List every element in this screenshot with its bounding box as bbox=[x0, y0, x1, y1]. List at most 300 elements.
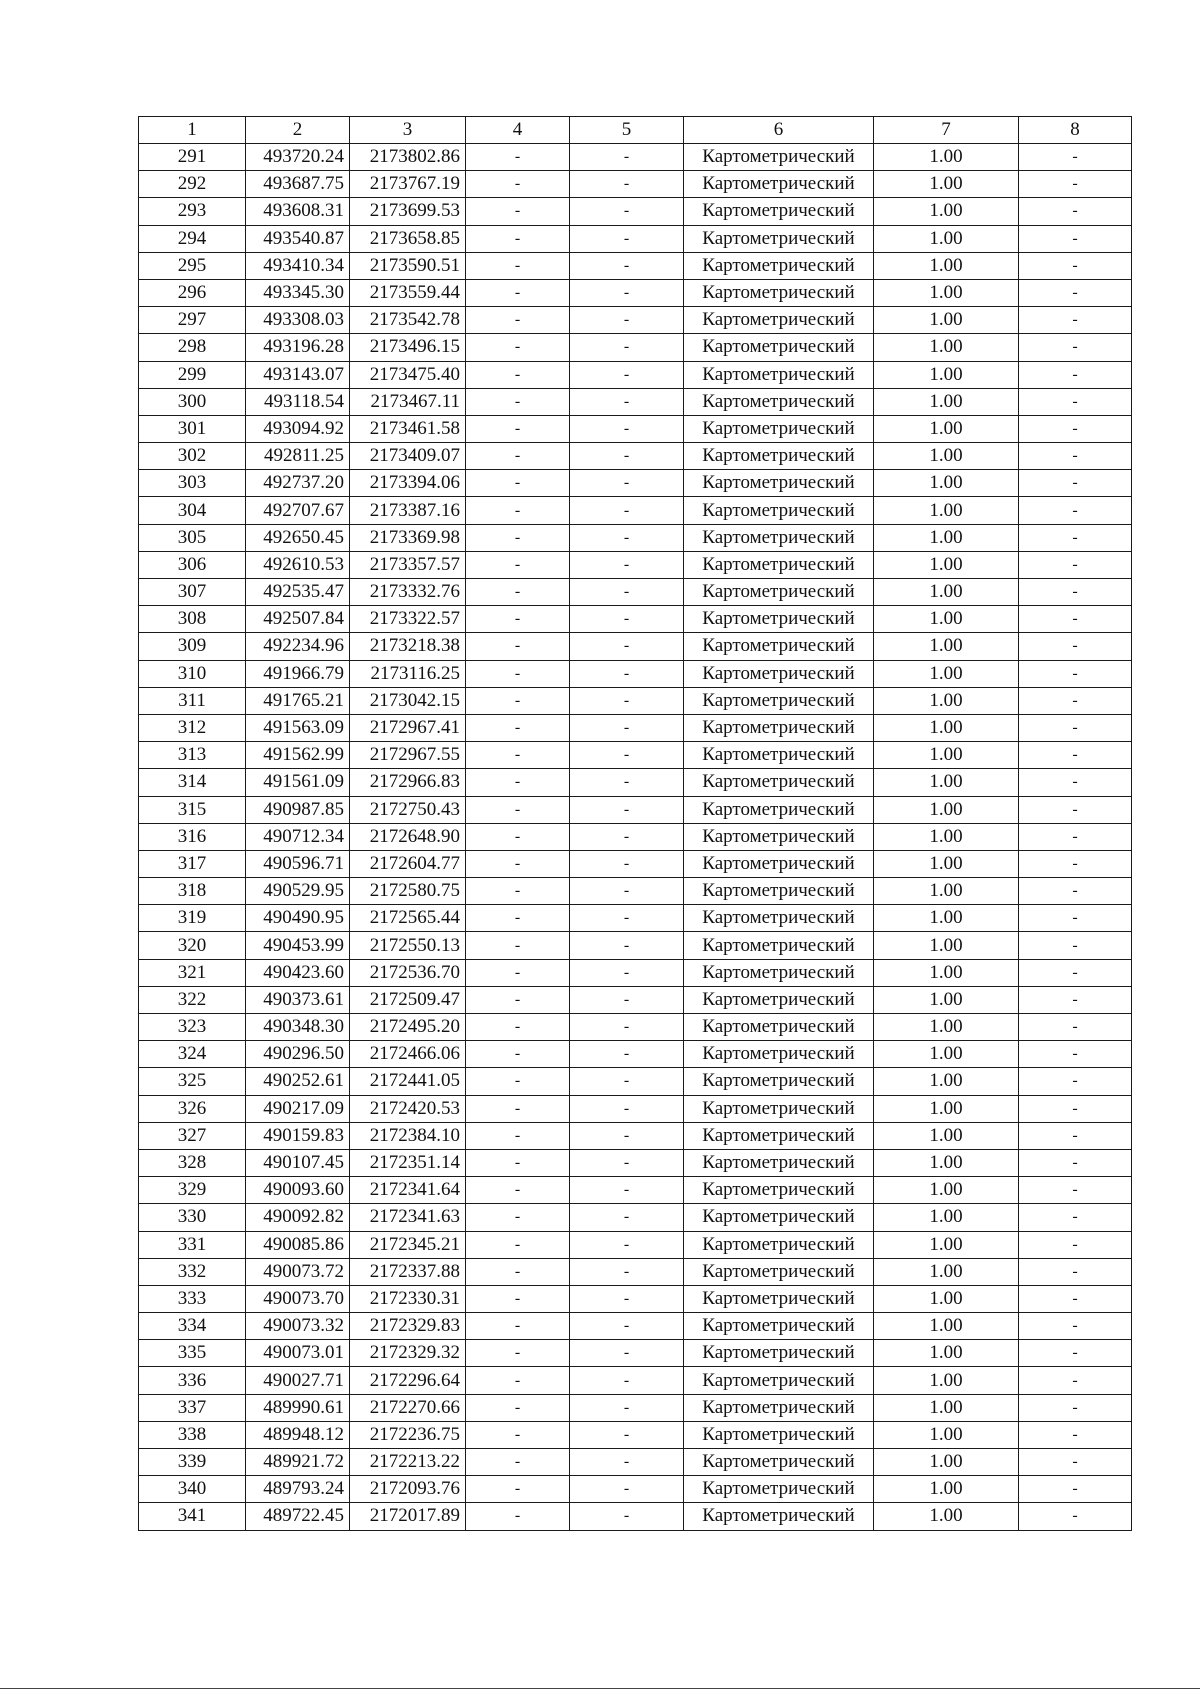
column-5-cell: - bbox=[570, 796, 684, 823]
column-4-cell: - bbox=[466, 415, 570, 442]
method-cell: Картометрический bbox=[684, 1476, 874, 1503]
column-header: 5 bbox=[570, 117, 684, 144]
point-number-cell: 316 bbox=[139, 823, 246, 850]
column-8-cell: - bbox=[1019, 986, 1132, 1013]
table-row bbox=[139, 932, 1132, 959]
column-5-cell: - bbox=[570, 769, 684, 796]
y-coordinate-cell: 2173332.76 bbox=[350, 579, 466, 606]
column-4-cell: - bbox=[466, 1068, 570, 1095]
column-8-cell: - bbox=[1019, 660, 1132, 687]
accuracy-cell: 1.00 bbox=[874, 769, 1019, 796]
y-coordinate-cell: 2172330.31 bbox=[350, 1285, 466, 1312]
point-number-cell: 291 bbox=[139, 144, 246, 171]
column-8-cell: - bbox=[1019, 932, 1132, 959]
y-coordinate-cell: 2172296.64 bbox=[350, 1367, 466, 1394]
table-row bbox=[139, 687, 1132, 714]
x-coordinate-cell: 492811.25 bbox=[246, 443, 350, 470]
method-cell: Картометрический bbox=[684, 1503, 874, 1530]
column-5-cell: - bbox=[570, 714, 684, 741]
y-coordinate-cell: 2173467.11 bbox=[350, 388, 466, 415]
point-number-cell: 327 bbox=[139, 1122, 246, 1149]
table-row bbox=[139, 1122, 1132, 1149]
column-header: 7 bbox=[874, 117, 1019, 144]
x-coordinate-cell: 489990.61 bbox=[246, 1394, 350, 1421]
table-row bbox=[139, 850, 1132, 877]
column-5-cell: - bbox=[570, 1449, 684, 1476]
table-row bbox=[139, 714, 1132, 741]
column-4-cell: - bbox=[466, 1476, 570, 1503]
table-row bbox=[139, 742, 1132, 769]
column-5-cell: - bbox=[570, 959, 684, 986]
table-row bbox=[139, 171, 1132, 198]
column-4-cell: - bbox=[466, 796, 570, 823]
accuracy-cell: 1.00 bbox=[874, 714, 1019, 741]
x-coordinate-cell: 493308.03 bbox=[246, 307, 350, 334]
column-8-cell: - bbox=[1019, 959, 1132, 986]
accuracy-cell: 1.00 bbox=[874, 415, 1019, 442]
accuracy-cell: 1.00 bbox=[874, 144, 1019, 171]
column-5-cell: - bbox=[570, 171, 684, 198]
y-coordinate-cell: 2172093.76 bbox=[350, 1476, 466, 1503]
column-8-cell: - bbox=[1019, 905, 1132, 932]
accuracy-cell: 1.00 bbox=[874, 1421, 1019, 1448]
accuracy-cell: 1.00 bbox=[874, 1122, 1019, 1149]
column-4-cell: - bbox=[466, 579, 570, 606]
column-4-cell: - bbox=[466, 1014, 570, 1041]
y-coordinate-cell: 2173767.19 bbox=[350, 171, 466, 198]
point-number-cell: 326 bbox=[139, 1095, 246, 1122]
x-coordinate-cell: 490529.95 bbox=[246, 878, 350, 905]
accuracy-cell: 1.00 bbox=[874, 823, 1019, 850]
method-cell: Картометрический bbox=[684, 1177, 874, 1204]
x-coordinate-cell: 491562.99 bbox=[246, 742, 350, 769]
column-5-cell: - bbox=[570, 443, 684, 470]
y-coordinate-cell: 2172236.75 bbox=[350, 1421, 466, 1448]
accuracy-cell: 1.00 bbox=[874, 307, 1019, 334]
column-5-cell: - bbox=[570, 1313, 684, 1340]
column-5-cell: - bbox=[570, 144, 684, 171]
table-row bbox=[139, 823, 1132, 850]
table-body bbox=[139, 117, 1132, 1531]
method-cell: Картометрический bbox=[684, 959, 874, 986]
column-5-cell: - bbox=[570, 1258, 684, 1285]
y-coordinate-cell: 2173369.98 bbox=[350, 524, 466, 551]
column-8-cell: - bbox=[1019, 579, 1132, 606]
method-cell: Картометрический bbox=[684, 1421, 874, 1448]
column-4-cell: - bbox=[466, 171, 570, 198]
method-cell: Картометрический bbox=[684, 714, 874, 741]
column-header: 2 bbox=[246, 117, 350, 144]
column-5-cell: - bbox=[570, 742, 684, 769]
y-coordinate-cell: 2173802.86 bbox=[350, 144, 466, 171]
method-cell: Картометрический bbox=[684, 769, 874, 796]
y-coordinate-cell: 2172341.64 bbox=[350, 1177, 466, 1204]
table-row bbox=[139, 1285, 1132, 1312]
x-coordinate-cell: 489793.24 bbox=[246, 1476, 350, 1503]
column-5-cell: - bbox=[570, 1367, 684, 1394]
column-8-cell: - bbox=[1019, 714, 1132, 741]
table-row bbox=[139, 1177, 1132, 1204]
point-number-cell: 301 bbox=[139, 415, 246, 442]
column-5-cell: - bbox=[570, 415, 684, 442]
table-row bbox=[139, 1041, 1132, 1068]
y-coordinate-cell: 2172017.89 bbox=[350, 1503, 466, 1530]
column-8-cell: - bbox=[1019, 742, 1132, 769]
accuracy-cell: 1.00 bbox=[874, 171, 1019, 198]
accuracy-cell: 1.00 bbox=[874, 443, 1019, 470]
table-row bbox=[139, 1258, 1132, 1285]
x-coordinate-cell: 490490.95 bbox=[246, 905, 350, 932]
method-cell: Картометрический bbox=[684, 307, 874, 334]
x-coordinate-cell: 490027.71 bbox=[246, 1367, 350, 1394]
y-coordinate-cell: 2172495.20 bbox=[350, 1014, 466, 1041]
column-header: 3 bbox=[350, 117, 466, 144]
y-coordinate-cell: 2173559.44 bbox=[350, 279, 466, 306]
point-number-cell: 332 bbox=[139, 1258, 246, 1285]
column-4-cell: - bbox=[466, 986, 570, 1013]
column-header: 4 bbox=[466, 117, 570, 144]
y-coordinate-cell: 2172550.13 bbox=[350, 932, 466, 959]
method-cell: Картометрический bbox=[684, 1449, 874, 1476]
x-coordinate-cell: 490348.30 bbox=[246, 1014, 350, 1041]
y-coordinate-cell: 2173542.78 bbox=[350, 307, 466, 334]
y-coordinate-cell: 2173218.38 bbox=[350, 633, 466, 660]
column-4-cell: - bbox=[466, 1340, 570, 1367]
point-number-cell: 308 bbox=[139, 606, 246, 633]
column-5-cell: - bbox=[570, 1394, 684, 1421]
column-8-cell: - bbox=[1019, 687, 1132, 714]
column-5-cell: - bbox=[570, 524, 684, 551]
x-coordinate-cell: 490073.70 bbox=[246, 1285, 350, 1312]
column-4-cell: - bbox=[466, 198, 570, 225]
point-number-cell: 324 bbox=[139, 1041, 246, 1068]
column-4-cell: - bbox=[466, 878, 570, 905]
column-5-cell: - bbox=[570, 1068, 684, 1095]
column-8-cell: - bbox=[1019, 551, 1132, 578]
column-5-cell: - bbox=[570, 606, 684, 633]
point-number-cell: 331 bbox=[139, 1231, 246, 1258]
method-cell: Картометрический bbox=[684, 1041, 874, 1068]
column-8-cell: - bbox=[1019, 1394, 1132, 1421]
column-5-cell: - bbox=[570, 1204, 684, 1231]
y-coordinate-cell: 2172329.32 bbox=[350, 1340, 466, 1367]
column-5-cell: - bbox=[570, 252, 684, 279]
x-coordinate-cell: 492707.67 bbox=[246, 497, 350, 524]
x-coordinate-cell: 490453.99 bbox=[246, 932, 350, 959]
column-5-cell: - bbox=[570, 225, 684, 252]
x-coordinate-cell: 493608.31 bbox=[246, 198, 350, 225]
column-8-cell: - bbox=[1019, 1095, 1132, 1122]
column-4-cell: - bbox=[466, 1095, 570, 1122]
table-row bbox=[139, 443, 1132, 470]
column-8-cell: - bbox=[1019, 171, 1132, 198]
column-4-cell: - bbox=[466, 687, 570, 714]
point-number-cell: 337 bbox=[139, 1394, 246, 1421]
accuracy-cell: 1.00 bbox=[874, 225, 1019, 252]
method-cell: Картометрический bbox=[684, 198, 874, 225]
accuracy-cell: 1.00 bbox=[874, 1367, 1019, 1394]
column-5-cell: - bbox=[570, 1095, 684, 1122]
table-row bbox=[139, 470, 1132, 497]
column-8-cell: - bbox=[1019, 1340, 1132, 1367]
point-number-cell: 339 bbox=[139, 1449, 246, 1476]
accuracy-cell: 1.00 bbox=[874, 252, 1019, 279]
x-coordinate-cell: 491561.09 bbox=[246, 769, 350, 796]
y-coordinate-cell: 2172213.22 bbox=[350, 1449, 466, 1476]
method-cell: Картометрический bbox=[684, 796, 874, 823]
point-number-cell: 293 bbox=[139, 198, 246, 225]
accuracy-cell: 1.00 bbox=[874, 742, 1019, 769]
accuracy-cell: 1.00 bbox=[874, 497, 1019, 524]
method-cell: Картометрический bbox=[684, 1068, 874, 1095]
table-row bbox=[139, 497, 1132, 524]
column-4-cell: - bbox=[466, 660, 570, 687]
header-row bbox=[139, 117, 1132, 144]
y-coordinate-cell: 2172341.63 bbox=[350, 1204, 466, 1231]
accuracy-cell: 1.00 bbox=[874, 1449, 1019, 1476]
table-row bbox=[139, 252, 1132, 279]
point-number-cell: 309 bbox=[139, 633, 246, 660]
accuracy-cell: 1.00 bbox=[874, 279, 1019, 306]
column-4-cell: - bbox=[466, 1313, 570, 1340]
x-coordinate-cell: 491966.79 bbox=[246, 660, 350, 687]
method-cell: Картометрический bbox=[684, 660, 874, 687]
method-cell: Картометрический bbox=[684, 687, 874, 714]
y-coordinate-cell: 2173322.57 bbox=[350, 606, 466, 633]
y-coordinate-cell: 2173461.58 bbox=[350, 415, 466, 442]
accuracy-cell: 1.00 bbox=[874, 959, 1019, 986]
y-coordinate-cell: 2172466.06 bbox=[350, 1041, 466, 1068]
point-number-cell: 297 bbox=[139, 307, 246, 334]
column-5-cell: - bbox=[570, 361, 684, 388]
accuracy-cell: 1.00 bbox=[874, 334, 1019, 361]
table-row bbox=[139, 1204, 1132, 1231]
method-cell: Картометрический bbox=[684, 905, 874, 932]
y-coordinate-cell: 2172441.05 bbox=[350, 1068, 466, 1095]
x-coordinate-cell: 490712.34 bbox=[246, 823, 350, 850]
column-8-cell: - bbox=[1019, 388, 1132, 415]
column-8-cell: - bbox=[1019, 334, 1132, 361]
method-cell: Картометрический bbox=[684, 144, 874, 171]
column-4-cell: - bbox=[466, 524, 570, 551]
point-number-cell: 307 bbox=[139, 579, 246, 606]
column-5-cell: - bbox=[570, 986, 684, 1013]
accuracy-cell: 1.00 bbox=[874, 1204, 1019, 1231]
table-row bbox=[139, 769, 1132, 796]
table-row bbox=[139, 1421, 1132, 1448]
column-5-cell: - bbox=[570, 1476, 684, 1503]
point-number-cell: 300 bbox=[139, 388, 246, 415]
method-cell: Картометрический bbox=[684, 1285, 874, 1312]
point-number-cell: 314 bbox=[139, 769, 246, 796]
column-8-cell: - bbox=[1019, 1231, 1132, 1258]
column-5-cell: - bbox=[570, 579, 684, 606]
method-cell: Картометрический bbox=[684, 252, 874, 279]
method-cell: Картометрический bbox=[684, 524, 874, 551]
column-5-cell: - bbox=[570, 1503, 684, 1530]
x-coordinate-cell: 491765.21 bbox=[246, 687, 350, 714]
x-coordinate-cell: 492507.84 bbox=[246, 606, 350, 633]
point-number-cell: 325 bbox=[139, 1068, 246, 1095]
column-5-cell: - bbox=[570, 1340, 684, 1367]
accuracy-cell: 1.00 bbox=[874, 796, 1019, 823]
column-8-cell: - bbox=[1019, 225, 1132, 252]
column-8-cell: - bbox=[1019, 1149, 1132, 1176]
column-8-cell: - bbox=[1019, 769, 1132, 796]
point-number-cell: 305 bbox=[139, 524, 246, 551]
accuracy-cell: 1.00 bbox=[874, 388, 1019, 415]
point-number-cell: 296 bbox=[139, 279, 246, 306]
column-8-cell: - bbox=[1019, 443, 1132, 470]
point-number-cell: 334 bbox=[139, 1313, 246, 1340]
point-number-cell: 299 bbox=[139, 361, 246, 388]
column-header: 6 bbox=[684, 117, 874, 144]
column-8-cell: - bbox=[1019, 361, 1132, 388]
point-number-cell: 306 bbox=[139, 551, 246, 578]
method-cell: Картометрический bbox=[684, 1313, 874, 1340]
x-coordinate-cell: 490159.83 bbox=[246, 1122, 350, 1149]
x-coordinate-cell: 493410.34 bbox=[246, 252, 350, 279]
column-header: 1 bbox=[139, 117, 246, 144]
x-coordinate-cell: 490217.09 bbox=[246, 1095, 350, 1122]
y-coordinate-cell: 2173590.51 bbox=[350, 252, 466, 279]
point-number-cell: 303 bbox=[139, 470, 246, 497]
column-8-cell: - bbox=[1019, 1367, 1132, 1394]
y-coordinate-cell: 2172750.43 bbox=[350, 796, 466, 823]
point-number-cell: 315 bbox=[139, 796, 246, 823]
point-number-cell: 323 bbox=[139, 1014, 246, 1041]
x-coordinate-cell: 490596.71 bbox=[246, 850, 350, 877]
column-5-cell: - bbox=[570, 307, 684, 334]
y-coordinate-cell: 2172580.75 bbox=[350, 878, 466, 905]
column-4-cell: - bbox=[466, 905, 570, 932]
column-5-cell: - bbox=[570, 1149, 684, 1176]
accuracy-cell: 1.00 bbox=[874, 986, 1019, 1013]
accuracy-cell: 1.00 bbox=[874, 660, 1019, 687]
method-cell: Картометрический bbox=[684, 1149, 874, 1176]
column-4-cell: - bbox=[466, 388, 570, 415]
page-bottom-rule bbox=[0, 1688, 1200, 1689]
column-4-cell: - bbox=[466, 1258, 570, 1285]
y-coordinate-cell: 2172966.83 bbox=[350, 769, 466, 796]
point-number-cell: 338 bbox=[139, 1421, 246, 1448]
x-coordinate-cell: 490092.82 bbox=[246, 1204, 350, 1231]
method-cell: Картометрический bbox=[684, 551, 874, 578]
accuracy-cell: 1.00 bbox=[874, 579, 1019, 606]
column-header: 8 bbox=[1019, 117, 1132, 144]
point-number-cell: 295 bbox=[139, 252, 246, 279]
method-cell: Картометрический bbox=[684, 823, 874, 850]
x-coordinate-cell: 493687.75 bbox=[246, 171, 350, 198]
accuracy-cell: 1.00 bbox=[874, 1014, 1019, 1041]
table-row bbox=[139, 1340, 1132, 1367]
table-row bbox=[139, 361, 1132, 388]
method-cell: Картометрический bbox=[684, 1231, 874, 1258]
point-number-cell: 312 bbox=[139, 714, 246, 741]
method-cell: Картометрический bbox=[684, 1394, 874, 1421]
table-row bbox=[139, 1503, 1132, 1530]
point-number-cell: 292 bbox=[139, 171, 246, 198]
column-8-cell: - bbox=[1019, 524, 1132, 551]
accuracy-cell: 1.00 bbox=[874, 1285, 1019, 1312]
x-coordinate-cell: 493143.07 bbox=[246, 361, 350, 388]
method-cell: Картометрический bbox=[684, 986, 874, 1013]
table-row bbox=[139, 1231, 1132, 1258]
point-number-cell: 320 bbox=[139, 932, 246, 959]
accuracy-cell: 1.00 bbox=[874, 932, 1019, 959]
column-4-cell: - bbox=[466, 279, 570, 306]
column-8-cell: - bbox=[1019, 1476, 1132, 1503]
x-coordinate-cell: 491563.09 bbox=[246, 714, 350, 741]
x-coordinate-cell: 489921.72 bbox=[246, 1449, 350, 1476]
x-coordinate-cell: 490987.85 bbox=[246, 796, 350, 823]
x-coordinate-cell: 490252.61 bbox=[246, 1068, 350, 1095]
column-4-cell: - bbox=[466, 334, 570, 361]
table-row bbox=[139, 878, 1132, 905]
column-4-cell: - bbox=[466, 932, 570, 959]
point-number-cell: 298 bbox=[139, 334, 246, 361]
column-5-cell: - bbox=[570, 1041, 684, 1068]
column-8-cell: - bbox=[1019, 606, 1132, 633]
method-cell: Картометрический bbox=[684, 1258, 874, 1285]
column-4-cell: - bbox=[466, 1421, 570, 1448]
table-row bbox=[139, 1014, 1132, 1041]
accuracy-cell: 1.00 bbox=[874, 1095, 1019, 1122]
x-coordinate-cell: 490073.72 bbox=[246, 1258, 350, 1285]
column-8-cell: - bbox=[1019, 1122, 1132, 1149]
accuracy-cell: 1.00 bbox=[874, 1394, 1019, 1421]
x-coordinate-cell: 492234.96 bbox=[246, 633, 350, 660]
column-8-cell: - bbox=[1019, 198, 1132, 225]
column-5-cell: - bbox=[570, 1231, 684, 1258]
column-4-cell: - bbox=[466, 633, 570, 660]
y-coordinate-cell: 2173409.07 bbox=[350, 443, 466, 470]
y-coordinate-cell: 2172270.66 bbox=[350, 1394, 466, 1421]
method-cell: Картометрический bbox=[684, 388, 874, 415]
y-coordinate-cell: 2173699.53 bbox=[350, 198, 466, 225]
x-coordinate-cell: 490085.86 bbox=[246, 1231, 350, 1258]
column-5-cell: - bbox=[570, 660, 684, 687]
method-cell: Картометрический bbox=[684, 279, 874, 306]
method-cell: Картометрический bbox=[684, 1367, 874, 1394]
column-8-cell: - bbox=[1019, 1258, 1132, 1285]
table-row bbox=[139, 660, 1132, 687]
column-8-cell: - bbox=[1019, 823, 1132, 850]
column-5-cell: - bbox=[570, 1177, 684, 1204]
method-cell: Картометрический bbox=[684, 1340, 874, 1367]
column-4-cell: - bbox=[466, 742, 570, 769]
column-8-cell: - bbox=[1019, 878, 1132, 905]
column-5-cell: - bbox=[570, 878, 684, 905]
table-row bbox=[139, 1449, 1132, 1476]
y-coordinate-cell: 2172967.41 bbox=[350, 714, 466, 741]
column-8-cell: - bbox=[1019, 1041, 1132, 1068]
column-4-cell: - bbox=[466, 769, 570, 796]
column-5-cell: - bbox=[570, 1421, 684, 1448]
method-cell: Картометрический bbox=[684, 415, 874, 442]
column-8-cell: - bbox=[1019, 497, 1132, 524]
x-coordinate-cell: 493540.87 bbox=[246, 225, 350, 252]
column-4-cell: - bbox=[466, 225, 570, 252]
method-cell: Картометрический bbox=[684, 225, 874, 252]
method-cell: Картометрический bbox=[684, 171, 874, 198]
x-coordinate-cell: 493196.28 bbox=[246, 334, 350, 361]
accuracy-cell: 1.00 bbox=[874, 1041, 1019, 1068]
point-number-cell: 330 bbox=[139, 1204, 246, 1231]
accuracy-cell: 1.00 bbox=[874, 1149, 1019, 1176]
point-number-cell: 304 bbox=[139, 497, 246, 524]
column-8-cell: - bbox=[1019, 415, 1132, 442]
